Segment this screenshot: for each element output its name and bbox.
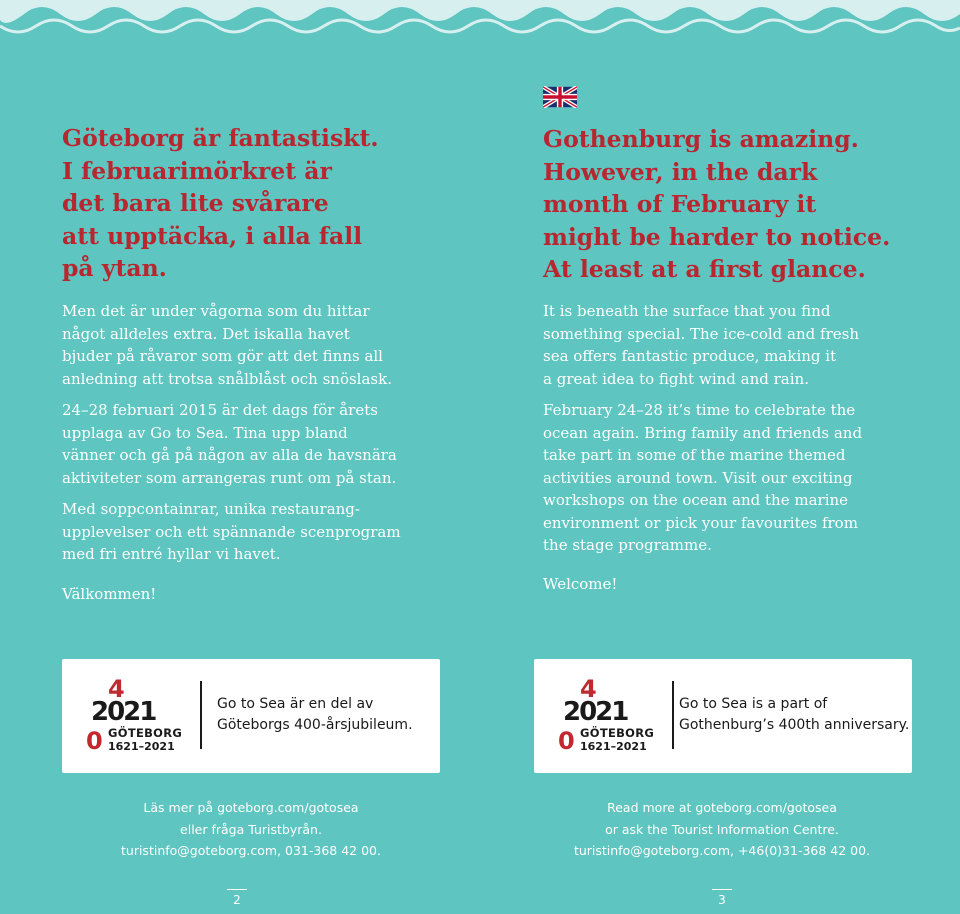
text-line: aktiviteter som arrangeras runt om på stan. (62, 468, 397, 487)
logo-digit: 0 (558, 727, 575, 755)
card-text-line: Gothenburg’s 400th anniversary. (679, 717, 910, 733)
text-line: February 24–28 it’s time to celebrate the (543, 401, 856, 419)
goteborg-2021-logo (558, 675, 655, 755)
english-heading (543, 123, 923, 286)
logo-range: 1621–2021 (108, 740, 175, 753)
logo-digit: 0 (86, 727, 103, 755)
swedish-info (61, 797, 441, 862)
text-line: It is beneath the surface that you find (543, 302, 831, 320)
goteborg-2021-logo (86, 675, 183, 755)
text-line: Welcome! (543, 575, 618, 593)
text-line: something special. The ice-cold and fresh (543, 324, 859, 343)
swedish-heading (62, 122, 442, 285)
page-number-text: 2 (233, 893, 241, 907)
logo-range: 1621–2021 (580, 740, 647, 753)
english-welcome (543, 573, 923, 596)
text-line: sea offers fantastic produce, making it (543, 347, 837, 365)
heading-line: However, in the dark (543, 157, 818, 186)
wave-border (0, 0, 960, 40)
logo-digit: 4 (580, 675, 597, 703)
text-line: 24–28 februari 2015 är det dags för årets (62, 401, 378, 419)
text-line: workshops on the ocean and the marine (543, 491, 849, 509)
heading-line: At least at a first glance. (543, 255, 866, 283)
card-divider (200, 681, 202, 749)
logo-year: 2021 (91, 697, 156, 727)
page-number-text: 3 (718, 893, 726, 907)
heading-line: might be harder to notice. (543, 222, 891, 251)
info-line: Läs mer på goteborg.com/gotosea (143, 800, 359, 815)
logo-digit: 4 (108, 675, 125, 703)
info-line: turistinfo@goteborg.com, 031-368 42 00. (121, 843, 381, 858)
info-line: turistinfo@goteborg.com, +46(0)31-368 42 00. (573, 843, 871, 858)
heading-line: I februarimörkret är (62, 156, 332, 185)
text-line: Men det är under vågorna som du hittar (62, 302, 370, 320)
english-paragraph-1 (543, 300, 923, 390)
text-line: ocean again. Bring family and friends and (543, 423, 863, 442)
page-number-rule (227, 889, 247, 890)
english-paragraph-2 (543, 399, 923, 557)
text-line: bjuder på råvaror som gör att det finns all (62, 347, 383, 365)
text-line: a great idea to fight wind and rain. (543, 369, 809, 388)
text-line: något alldeles extra. Det iskalla havet (62, 324, 350, 343)
text-line: the stage programme. (543, 536, 712, 554)
swedish-jubilee-card (62, 659, 440, 773)
text-line: vänner och gå på någon av alla de havsnära (62, 446, 397, 464)
heading-line: month of February it (543, 190, 817, 218)
text-line: anledning att trotsa snålblåst och snöslask. (62, 369, 392, 388)
logo-city: GÖTEBORG (108, 726, 183, 740)
swedish-paragraph-3 (62, 498, 442, 566)
info-line: or ask the Tourist Information Centre. (605, 821, 839, 837)
swedish-paragraph-2 (62, 399, 442, 489)
swedish-welcome (62, 583, 442, 606)
english-jubilee-card (534, 659, 912, 773)
english-info (532, 797, 912, 862)
heading-line: Gothenburg is amazing. (543, 125, 859, 153)
text-line: Välkommen! (62, 585, 157, 603)
info-line: eller fråga Turistbyrån. (180, 821, 322, 837)
text-line: take part in some of the marine themed (543, 446, 846, 464)
card-text-line: Go to Sea is a part of (679, 696, 828, 712)
card-text (679, 694, 910, 736)
page-number (227, 893, 247, 907)
card-text (217, 694, 432, 736)
card-divider (672, 681, 674, 749)
logo-year: 2021 (563, 697, 628, 727)
text-line: med fri entré hyllar vi havet. (62, 545, 281, 563)
text-line: upplaga av Go to Sea. Tina upp bland (62, 423, 348, 442)
heading-line: det bara lite svårare (62, 189, 329, 217)
info-line: Read more at goteborg.com/gotosea (607, 800, 837, 815)
text-line: Med soppcontainrar, unika restaurang- (62, 500, 360, 518)
swedish-paragraph-1 (62, 300, 442, 390)
text-line: environment or pick your favourites from (543, 513, 858, 532)
card-text-line: Go to Sea är en del av (217, 696, 374, 712)
page-number-rule (712, 889, 732, 890)
text-line: activities around town. Visit our exciting (543, 468, 853, 487)
heading-line: Göteborg är fantastiskt. (62, 124, 379, 152)
text-line: upplevelser och ett spännande scenprogram (62, 522, 401, 541)
logo-city: GÖTEBORG (580, 726, 655, 740)
heading-line: på ytan. (62, 254, 167, 282)
page-number (712, 893, 732, 907)
uk-flag-icon (543, 86, 577, 108)
card-text-line: Göteborgs 400-årsjubileum. (217, 717, 413, 733)
heading-line: att upptäcka, i alla fall (62, 221, 363, 250)
